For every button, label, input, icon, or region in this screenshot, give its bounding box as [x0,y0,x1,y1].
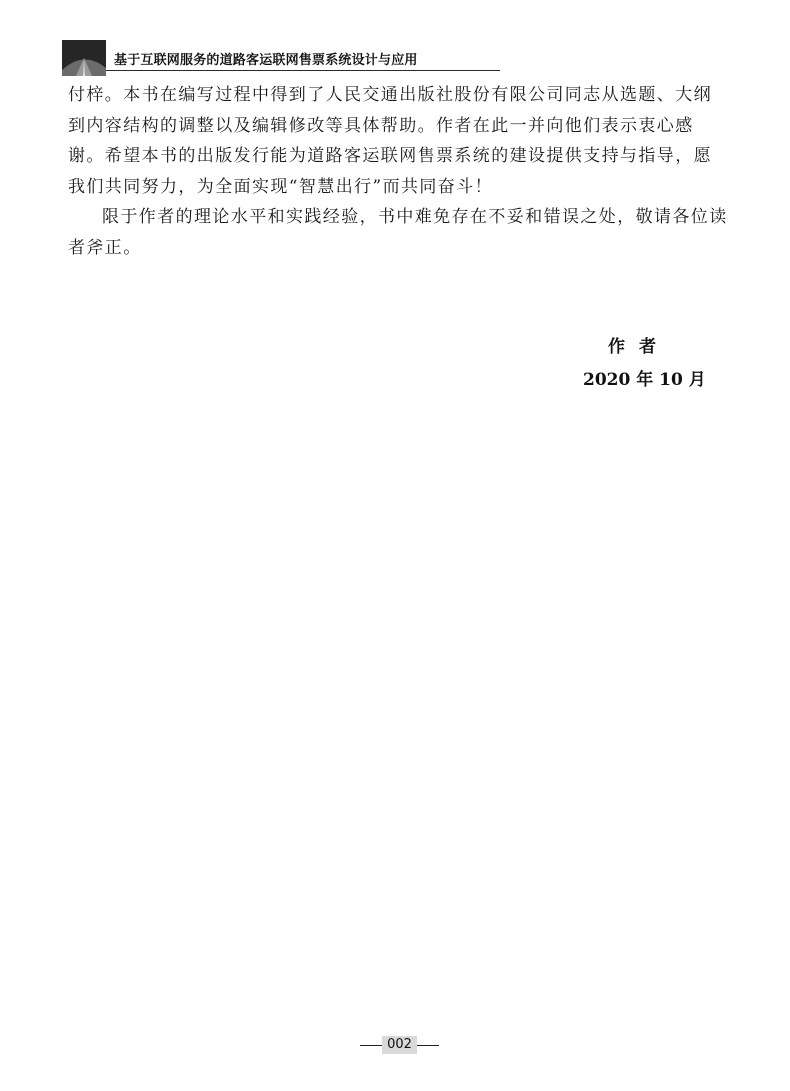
paragraph-1-line-2: 到内容结构的调整以及编辑修改等具体帮助。作者在此一并向他们表示衷心感 [68,115,694,136]
paragraph-1-line-3: 谢。希望本书的出版发行能为道路客运联网售票系统的建设提供支持与指导，愿 [68,146,712,166]
paragraph-1 [68,80,728,202]
paragraph-1-line-1: 付梓。本书在编写过程中得到了人民交通出版社股份有限公司同志从选题、大纲 [68,85,712,105]
paragraph-2-line-2: 者斧正。 [68,237,142,258]
page-number: 002 [382,1036,417,1054]
signature-date: 2020 年 10 月 [583,370,706,390]
footer-rule-left [360,1045,382,1046]
preface-body [68,80,728,263]
footer-rule-right [417,1045,439,1046]
paragraph-1-line-4: 我们共同努力，为全面实现“智慧出行”而共同奋斗！ [68,176,493,197]
paragraph-2 [68,202,728,263]
header-divider [106,70,500,71]
signature-author: 作者 [608,337,670,357]
road-photo-icon [62,40,106,76]
road-photo-graphic [62,40,106,76]
running-header [62,40,440,78]
page-footer [360,1036,440,1056]
header-book-title: 基于互联网服务的道路客运联网售票系统设计与应用 [114,53,418,68]
paragraph-2-line-1: 限于作者的理论水平和实践经验，书中难免存在不妥和错误之处，敬请各位读 [102,207,728,227]
